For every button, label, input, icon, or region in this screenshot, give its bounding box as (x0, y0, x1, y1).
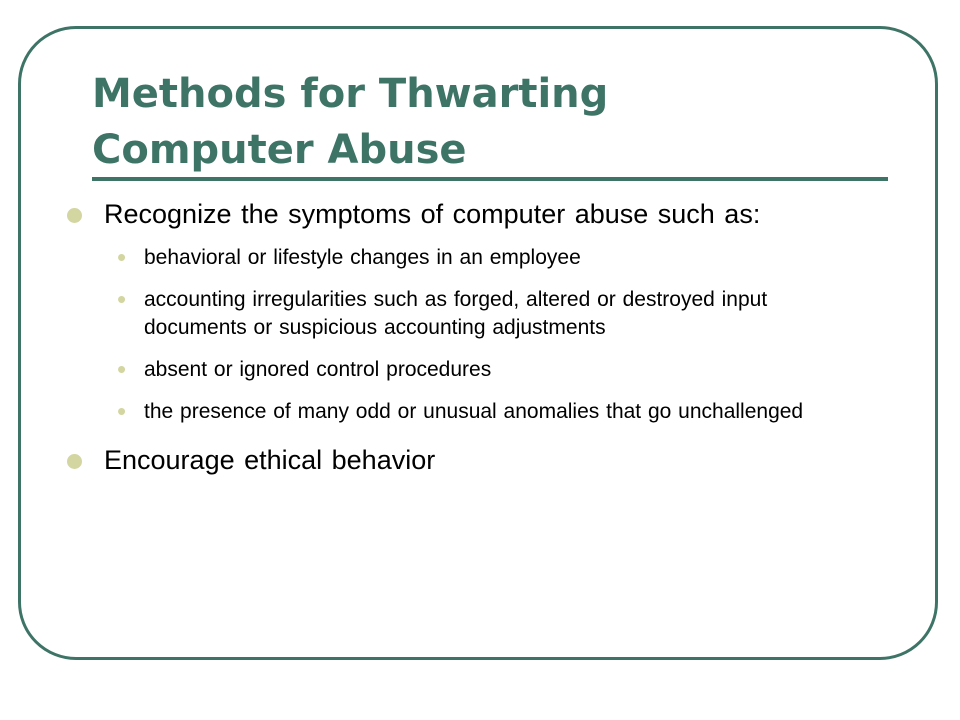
sub-bullet-dot-icon: • (117, 242, 127, 272)
bullet-text: Recognize the symptoms of computer abuse such as: (104, 199, 761, 229)
bullet-item (64, 442, 864, 478)
slide-title (92, 66, 852, 178)
sub-bullet-item (117, 242, 864, 272)
sub-bullet-text: the presence of many odd or unusual anomalies that go unchallenged (144, 400, 804, 423)
title-divider (92, 177, 888, 181)
sub-bullet-item (117, 354, 864, 384)
sub-bullet-dot-icon: • (117, 284, 127, 314)
sub-bullet-dot-icon: • (117, 396, 127, 426)
bullet-dot-icon (67, 454, 82, 469)
sub-bullet-item (117, 396, 864, 426)
sub-bullet-text: absent or ignored control procedures (144, 358, 492, 381)
sub-bullet-item (117, 284, 864, 342)
sub-bullet-dot-icon: • (117, 354, 127, 384)
sub-bullet-text: accounting irregularities such as forged, altered or destroyed input documents or suspicious accounting adjustments (144, 288, 768, 339)
bullet-dot-icon (67, 208, 82, 223)
bullet-text: Encourage ethical behavior (104, 445, 436, 475)
title-line-2: Computer Abuse (92, 127, 467, 173)
sub-bullet-text: behavioral or lifestyle changes in an employee (144, 246, 581, 269)
bullet-item (64, 196, 864, 232)
sub-bullet-list (64, 244, 864, 426)
title-line-1: Methods for Thwarting (92, 71, 609, 117)
slide-body (64, 196, 864, 478)
